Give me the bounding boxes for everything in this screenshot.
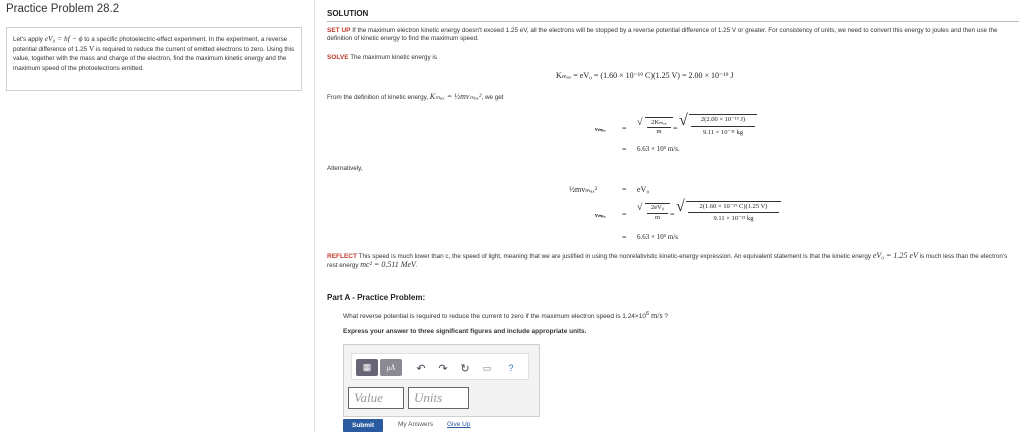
fraction-numerator: 2(1.60 × 10⁻¹⁹ C)(1.25 V) [699, 203, 768, 210]
question-text: What reverse potential is required to reduce the current to zero if the maximum electron speed is $1.24\times 10^6$ m/s ? [343, 311, 668, 321]
units-symbol-button[interactable] [380, 359, 402, 376]
equals-sign: = [622, 210, 627, 219]
vmax-label: vₘₐₓ [595, 126, 607, 133]
answer-panel [343, 344, 540, 417]
math-toolbar [351, 353, 529, 380]
kinetic-energy-expression: ½mvₘₐₓ² [569, 185, 598, 194]
give-up-link[interactable]: Give Up [447, 421, 471, 428]
solution-heading: SOLUTION [327, 9, 369, 18]
kmax-equation: Kₘₐₓ = eV₀ = (1.60 × 10⁻¹⁹ C)(1.25 V) = 2.00 × 10⁻¹⁹ J [556, 71, 734, 80]
fraction-line [688, 212, 779, 213]
templates-button[interactable] [356, 359, 378, 376]
value-input[interactable]: Value [348, 387, 404, 409]
sqrt-symbol: √ [679, 112, 688, 129]
definition-line: From the definition of kinetic energy, Kₘₐₓ = ½mvₘₐₓ², we get [327, 92, 504, 101]
my-answers-link[interactable]: My Answers [398, 421, 434, 428]
submit-button[interactable]: Submit [343, 419, 383, 432]
units-input[interactable]: Units [408, 387, 469, 409]
sqrt-symbol: √ [676, 198, 685, 215]
setup-paragraph: SET UP If the maximum electron kinetic energy doesn't exceed 1.25 eV, all the electrons will be stopped by a reverse potential difference of 1.25 V or greater. For consistency of units, we need to convert this energy to joules and then use the definition of kinetic energy to find the maximum speed. [327, 27, 998, 43]
keyboard-button[interactable] [480, 361, 494, 375]
keyboard-icon: ▭ [482, 362, 492, 373]
fraction-numerator: 2eV₀ [650, 204, 665, 211]
fraction-denominator: 9.11 × 10⁻³¹ kg [713, 215, 754, 222]
equals-sign: = [622, 145, 627, 154]
equals-sign: = [673, 124, 678, 133]
sqrt-symbol: √ [637, 202, 643, 213]
fraction-denominator: m [654, 214, 661, 221]
reflect-paragraph: REFLECT This speed is much lower than c, the speed of light, meaning that we are justified in using the nonrelativistic kinetic-energy expression. An equivalent statement is that the kinetic energy eV₀ = 1.25 eV is much less than the electron's rest energy mc² = 0.511 MeV. [327, 251, 1008, 270]
help-button[interactable] [504, 361, 518, 375]
mu-angstrom-icon: μÅ [386, 363, 396, 372]
sqrt-symbol: √ [637, 117, 643, 128]
solve-paragraph: SOLVE The maximum kinetic energy is [327, 54, 437, 61]
question-mark-icon: ? [508, 363, 514, 373]
vmax-label: vₘₐₓ [595, 212, 607, 219]
answer-instructions: Express your answer to three significant figures and include appropriate units. [343, 328, 587, 335]
result-speed: 6.63 × 10⁵ m/s. [637, 145, 680, 153]
equals-sign: = [622, 185, 627, 194]
fraction-line [691, 126, 755, 127]
reset-icon: ↻ [460, 362, 470, 375]
undo-icon: ↶ [416, 362, 426, 375]
page-title: Practice Problem 28.2 [6, 3, 120, 15]
alternatively-text: Alternatively, [327, 165, 363, 172]
electron-energy-expression: eV₀ [637, 185, 650, 194]
equals-sign: = [670, 210, 675, 219]
equals-sign: = [622, 124, 627, 133]
equals-sign: = [622, 233, 627, 242]
fraction-numerator: 2(2.00 × 10⁻¹⁹ J) [700, 116, 746, 123]
photoelectric-equation: eV₀ = hf − ϕ [44, 34, 83, 43]
fraction-denominator: m [656, 128, 662, 135]
redo-button[interactable] [436, 361, 450, 375]
fraction-numerator: 2Kₘₐₓ [651, 119, 667, 126]
column-divider [314, 0, 315, 432]
template-grid-icon: ▦ [362, 362, 372, 372]
undo-button[interactable] [414, 361, 428, 375]
redo-icon: ↷ [438, 362, 448, 375]
problem-statement: Let's apply eV₀ = hf − ϕ to a specific photoelectric-effect experiment. In the experiment, a reverse potential difference of 1.25 V is required to reduce the current of emitted electrons to zero. Using this value, together with the mass and charge of the electron, find the maximum kinetic energy and the maximum speed of the photoelectrons emitted. [6, 27, 302, 91]
part-a-title: Part A - Practice Problem: [327, 293, 426, 302]
heading-rule [327, 21, 1019, 22]
result-speed: 6.63 × 10⁵ m/s [637, 233, 679, 241]
reset-button[interactable] [458, 361, 472, 375]
fraction-denominator: 9.11 × 10⁻³¹ kg [702, 129, 743, 136]
